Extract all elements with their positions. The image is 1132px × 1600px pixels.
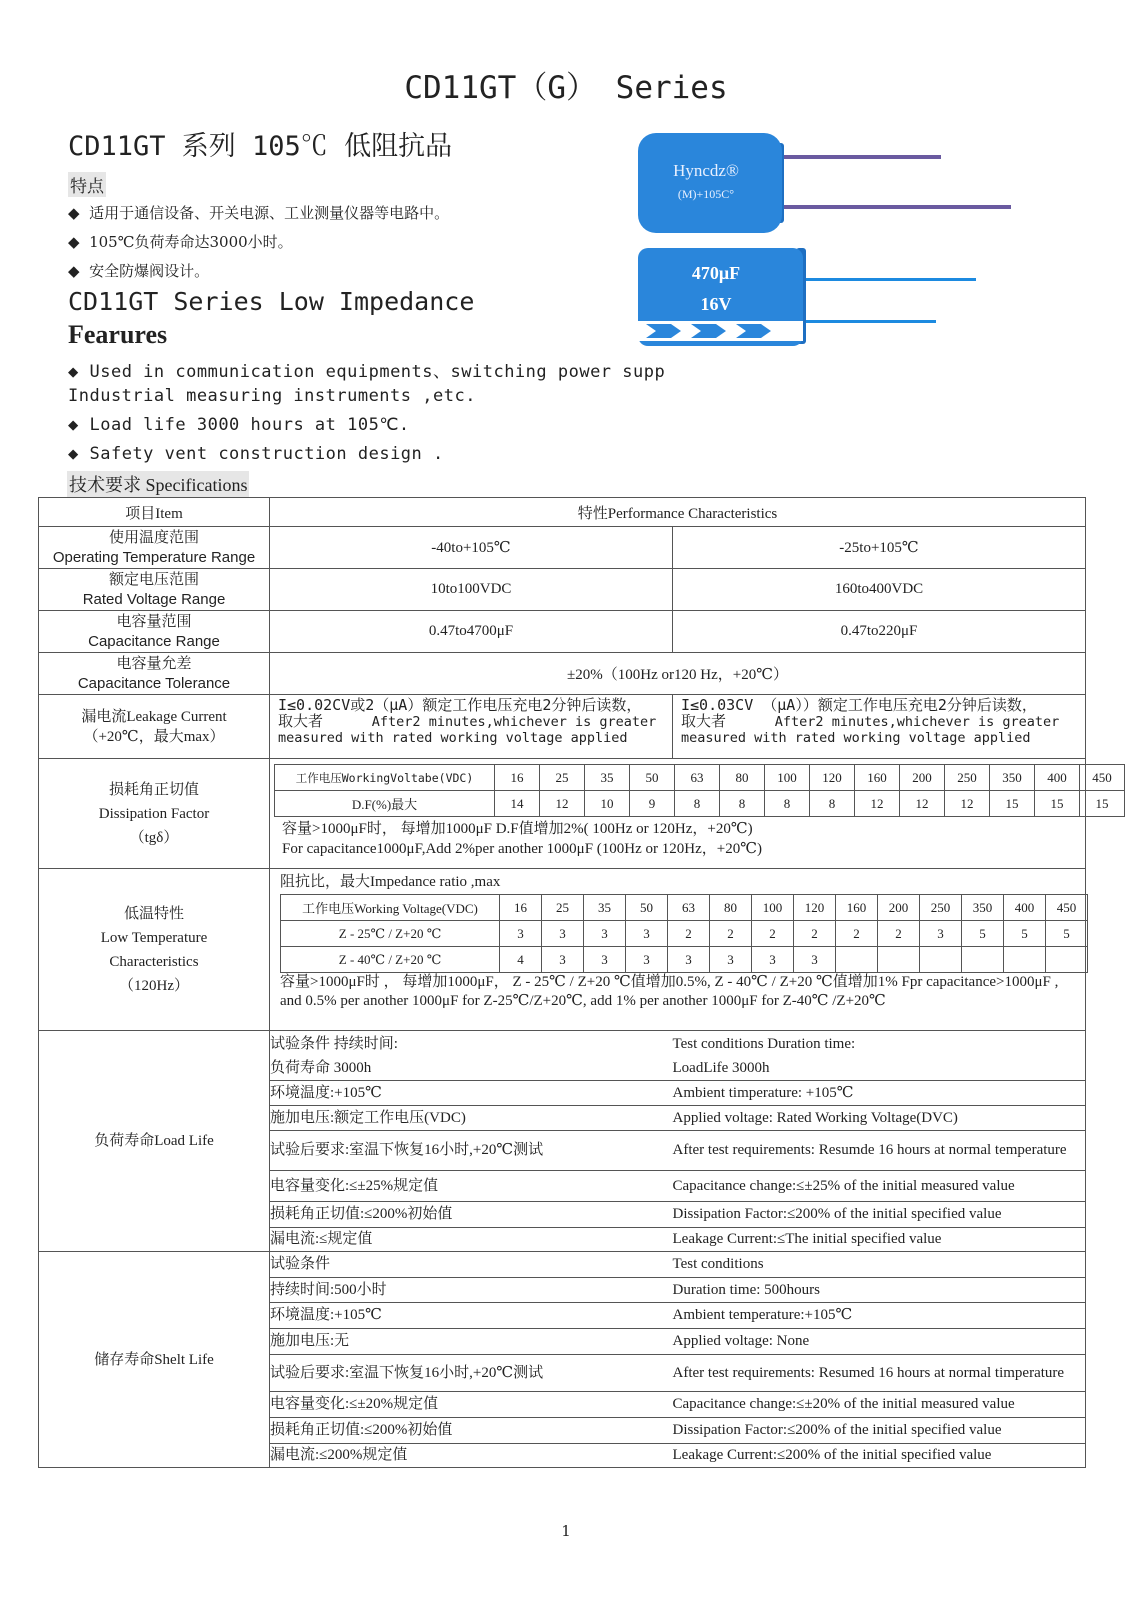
lt-z40-cell <box>962 947 1004 973</box>
leakage-label: 漏电流Leakage Current （+20℃，最大max） <box>39 695 270 759</box>
shelf-en: Test conditions <box>673 1252 1086 1278</box>
shelf-life-section <box>39 1252 1086 1468</box>
capacitor-voltage: 16V <box>700 294 732 314</box>
df-voltage-cell: 120 <box>810 765 855 791</box>
loadlife-cn: 损耗角正切值:≤200%初始值 <box>270 1202 673 1228</box>
page-title: CD11GT（G） Series <box>404 70 728 106</box>
capacitor-lead <box>796 278 976 281</box>
df-note-cn: 容量>1000μF时， 每增加1000μF D.F值增加2%( 100Hz or 120Hz，+20℃) <box>282 821 753 837</box>
op-temp-value-1: -40to+105℃ <box>270 527 673 569</box>
capacitance-range-label: 电容量范围 Capacitance Range <box>39 611 270 653</box>
spec-label: 技术要求 Specifications <box>67 471 249 497</box>
df-value-cell: 15 <box>1080 791 1125 817</box>
df-value-row: D.F(%)最大 14 12 10 9 8 8 8 8 12 12 12 15 15 15 <box>275 791 1125 817</box>
lt-voltage-cell: 50 <box>626 895 668 921</box>
en-features-label: Fearures <box>68 320 168 349</box>
rated-voltage-label: 额定电压范围 Rated Voltage Range <box>39 569 270 611</box>
lt-z25-cell: 2 <box>794 921 836 947</box>
bullet-icon: ◆ <box>68 233 80 251</box>
capacitor-image <box>636 128 1016 353</box>
df-value-cell: 9 <box>630 791 675 817</box>
page-number: 1 <box>561 1522 571 1540</box>
lt-z25-cell: 5 <box>962 921 1004 947</box>
bullet-icon: ◆ <box>68 444 79 464</box>
shelf-en: Dissipation Factor:≤200% of the initial specified value <box>673 1418 1086 1444</box>
shelf-en: Leakage Current:≤200% of the initial specified value <box>673 1444 1086 1468</box>
df-voltage-cell: 160 <box>855 765 900 791</box>
df-value-cell: 12 <box>945 791 990 817</box>
lt-z40-cell: 3 <box>794 947 836 973</box>
bullet-icon: ◆ <box>68 362 79 382</box>
shelf-en: Duration time: 500hours <box>673 1278 1086 1303</box>
lt-z40-cell: 3 <box>710 947 752 973</box>
loadlife-row <box>39 1031 1086 1081</box>
shelf-en: Ambient temperature:+105℃ <box>673 1303 1086 1329</box>
df-voltage-cell: 100 <box>765 765 810 791</box>
en-feature-item: ◆ Used in communication equipments、switching power supp <box>68 362 666 382</box>
lt-z40-cell: 3 <box>668 947 710 973</box>
df-note-en: For capacitance1000μF,Add 2%per another 1000μF (100Hz or 120Hz，+20℃) <box>282 841 763 857</box>
lt-voltage-cell: 120 <box>794 895 836 921</box>
cn-feature-item: ◆ 安全防爆阀设计。 <box>68 262 210 280</box>
header-item: 项目Item <box>39 498 270 527</box>
lt-voltage-cell: 450 <box>1046 895 1088 921</box>
lowtemp-note: 容量>1000μF时 ， 每增加1000μF， Z - 25℃ / Z+20 ℃值增加0.5%, Z - 40℃ / Z+20 ℃值增加1% Fpr capacitance>1000μF , and 0.5% per another 1000μF for Z-25℃/Z+20℃, add 1% per another 1000μF for Z-40℃ /Z+20℃ <box>280 974 1059 1009</box>
bullet-icon: ◆ <box>68 262 80 280</box>
df-voltage-cell: 80 <box>720 765 765 791</box>
shelf-en: Capacitance change:≤±20% of the initial measured value <box>673 1392 1086 1418</box>
loadlife-cn: 施加电压:额定工作电压(VDC) <box>270 1106 673 1131</box>
en-series-title: CD11GT Series Low Impedance <box>68 287 475 316</box>
lt-z25-cell: 3 <box>542 921 584 947</box>
lt-z40-cell: 4 <box>500 947 542 973</box>
header-performance: 特性Performance Characteristics <box>270 498 1086 527</box>
lt-z25-cell: 3 <box>584 921 626 947</box>
loadlife-en: After test requirements: Resumde 16 hours at normal temperature <box>673 1131 1086 1171</box>
loadlife-cn: 试验后要求:室温下恢复16小时,+20℃测试 <box>270 1131 673 1171</box>
lowtemp-z40-row: Z - 40℃ / Z+20 ℃ 4 3 3 3 3 3 3 3 <box>281 947 1088 973</box>
lt-z40-cell <box>920 947 962 973</box>
df-voltage-cell: 25 <box>540 765 585 791</box>
lt-z25-cell: 5 <box>1004 921 1046 947</box>
capacitor-lead <box>796 320 936 323</box>
loadlife-en: Ambient timperature: +105℃ <box>673 1081 1086 1106</box>
lt-z40-cell: 3 <box>584 947 626 973</box>
df-value-cell: 12 <box>900 791 945 817</box>
shelf-cn: 漏电流:≤200%规定值 <box>270 1444 673 1468</box>
op-temp-label: 使用温度范围 Operating Temperature Range <box>39 527 270 569</box>
lt-z25-cell: 3 <box>500 921 542 947</box>
df-voltage-cell: 200 <box>900 765 945 791</box>
lt-voltage-cell: 100 <box>752 895 794 921</box>
rated-voltage-value-2: 160to400VDC <box>673 569 1086 611</box>
lowtemp-z25-row: Z - 25℃ / Z+20 ℃ 3 3 3 3 2 2 2 2 2 2 3 5 5 5 <box>281 921 1088 947</box>
loadlife-en: Leakage Current:≤The initial specified value <box>673 1228 1086 1252</box>
df-value-cell: 12 <box>855 791 900 817</box>
df-voltage-cell: 50 <box>630 765 675 791</box>
capacitance-tolerance-value: ±20%（100Hz or120 Hz，+20℃） <box>270 653 1086 695</box>
df-value-cell: 15 <box>990 791 1035 817</box>
loadlife-cn: 电容量变化:≤±25%规定值 <box>270 1171 673 1202</box>
cn-feature-item: ◆ 105℃负荷寿命达3000小时。 <box>68 233 293 251</box>
lt-voltage-cell: 200 <box>878 895 920 921</box>
lt-z40-cell <box>1046 947 1088 973</box>
shelf-cn: 电容量变化:≤±20%规定值 <box>270 1392 673 1418</box>
df-voltage-cell: 16 <box>495 765 540 791</box>
bullet-icon: ◆ <box>68 415 79 435</box>
shelf-label: 储存寿命Shelt Life <box>39 1252 270 1468</box>
cn-series-title: CD11GT 系列 105℃ 低阻抗品 <box>68 131 453 162</box>
loadlife-cn: 试验条件 持续时间: 负荷寿命 3000h <box>270 1031 673 1081</box>
shelf-cn: 持续时间:500小时 <box>270 1278 673 1303</box>
df-voltage-cell: 35 <box>585 765 630 791</box>
en-feature-item: Industrial measuring instruments ,etc. <box>68 386 476 406</box>
lt-z25-cell: 5 <box>1046 921 1088 947</box>
lt-voltage-cell: 160 <box>836 895 878 921</box>
capacitor-lead <box>776 155 941 159</box>
lt-z40-cell: 3 <box>626 947 668 973</box>
lt-z40-cell <box>878 947 920 973</box>
df-value-cell: 15 <box>1035 791 1080 817</box>
df-voltage-cell: 450 <box>1080 765 1125 791</box>
lt-z25-cell: 2 <box>836 921 878 947</box>
leakage-value-1: I≤0.02CV或2（μA）额定工作电压充电2分钟后读数， 取大者 After2 minutes,whichever is greater measured with rated working voltage applied <box>270 695 673 759</box>
lowtemp-voltage-row: 工作电压Working Voltage(VDC) 16 25 35 50 63 80 100 120 160 200 250 350 400 450 <box>281 895 1088 921</box>
df-cell <box>270 759 1112 869</box>
op-temp-value-2: -25to+105℃ <box>673 527 1086 569</box>
df-value-cell: 12 <box>540 791 585 817</box>
loadlife-label: 负荷寿命Load Life <box>39 1031 270 1252</box>
capacitance-range-value-2: 0.47to220μF <box>673 611 1086 653</box>
lt-voltage-cell: 63 <box>668 895 710 921</box>
en-feature-item: ◆ Load life 3000 hours at 105℃. <box>68 415 410 435</box>
shelf-cn: 试验后要求:室温下恢复16小时,+20℃测试 <box>270 1355 673 1392</box>
df-voltage-cell: 250 <box>945 765 990 791</box>
lt-z25-cell: 2 <box>752 921 794 947</box>
lt-z40-cell <box>836 947 878 973</box>
df-value-cell: 8 <box>675 791 720 817</box>
lt-z25-cell: 2 <box>710 921 752 947</box>
shelf-en: Applied voltage: None <box>673 1329 1086 1355</box>
shelf-row <box>39 1252 1086 1278</box>
cn-feature-item: ◆ 适用于通信设备、开关电源、工业测量仪器等电路中。 <box>68 204 450 222</box>
df-voltage-cell: 63 <box>675 765 720 791</box>
df-value-cell: 10 <box>585 791 630 817</box>
load-life-section <box>39 1031 1086 1252</box>
capacitor-lead <box>776 205 1011 209</box>
capacitance-range-value-1: 0.47to4700μF <box>270 611 673 653</box>
loadlife-en: Test conditions Duration time: LoadLife 3000h <box>673 1031 1086 1081</box>
shelf-cn: 试验条件 <box>270 1252 673 1278</box>
rated-voltage-value-1: 10to100VDC <box>270 569 673 611</box>
df-label: 损耗角正切值 Dissipation Factor （tgδ） <box>39 759 270 869</box>
shelf-cn: 环境温度:+105℃ <box>270 1303 673 1329</box>
loadlife-en: Dissipation Factor:≤200% of the initial specified value <box>673 1202 1086 1228</box>
lt-voltage-cell: 35 <box>584 895 626 921</box>
df-value-cell: 8 <box>810 791 855 817</box>
df-value-cell: 14 <box>495 791 540 817</box>
polarity-stripe <box>646 324 771 338</box>
lt-voltage-cell: 250 <box>920 895 962 921</box>
shelf-cn: 施加电压:无 <box>270 1329 673 1355</box>
capacitance-tolerance-label: 电容量允差 Capacitance Tolerance <box>39 653 270 695</box>
lt-voltage-cell: 400 <box>1004 895 1046 921</box>
loadlife-cn: 环境温度:+105℃ <box>270 1081 673 1106</box>
lt-voltage-cell: 16 <box>500 895 542 921</box>
lt-z25-cell: 2 <box>668 921 710 947</box>
loadlife-en: Capacitance change:≤±25% of the initial measured value <box>673 1171 1086 1202</box>
df-voltage-row: 工作电压WorkingVoltabe(VDC) 16 25 35 50 63 80 100 120 160 200 250 350 400 450 <box>275 765 1125 791</box>
df-value-cell: 8 <box>765 791 810 817</box>
lt-z40-cell <box>1004 947 1046 973</box>
lt-z25-cell: 3 <box>626 921 668 947</box>
capacitor-capacitance: 470μF <box>691 263 741 283</box>
shelf-cn: 损耗角正切值:≤200%初始值 <box>270 1418 673 1444</box>
spec-table <box>38 497 1112 1468</box>
cn-features-label: 特点 <box>68 172 106 197</box>
lt-voltage-cell: 350 <box>962 895 1004 921</box>
leakage-value-2: I≤0.03CV （μA））额定工作电压充电2分钟后读数， 取大者 After2 minutes,whichever is greater measured with rated working voltage applied <box>673 695 1086 759</box>
capacitor-body <box>638 133 782 233</box>
lowtemp-cell <box>270 869 1086 1031</box>
capacitor-rating: (M)+105C° <box>677 187 735 201</box>
lt-z40-cell: 3 <box>542 947 584 973</box>
capacitor-brand: Hyncdz® <box>673 161 739 180</box>
lt-z25-cell: 3 <box>920 921 962 947</box>
lowtemp-heading: 阻抗比，最大Impedance ratio ,max <box>280 874 501 890</box>
df-voltage-cell: 350 <box>990 765 1035 791</box>
lowtemp-label: 低温特性 Low Temperature Characteristics （120Hz） <box>39 869 270 1031</box>
bullet-icon: ◆ <box>68 204 80 222</box>
df-value-cell: 8 <box>720 791 765 817</box>
lt-voltage-cell: 80 <box>710 895 752 921</box>
df-voltage-cell: 400 <box>1035 765 1080 791</box>
loadlife-en: Applied voltage: Rated Working Voltage(DVC) <box>673 1106 1086 1131</box>
en-feature-item: ◆ Safety vent construction design . <box>68 444 444 464</box>
df-table <box>274 764 1125 817</box>
loadlife-cn: 漏电流:≤规定值 <box>270 1228 673 1252</box>
shelf-en: After test requirements: Resumed 16 hours at normal timperature <box>673 1355 1086 1392</box>
lt-z40-cell: 3 <box>752 947 794 973</box>
lt-z25-cell: 2 <box>878 921 920 947</box>
lt-voltage-cell: 25 <box>542 895 584 921</box>
lowtemp-table <box>280 894 1088 973</box>
